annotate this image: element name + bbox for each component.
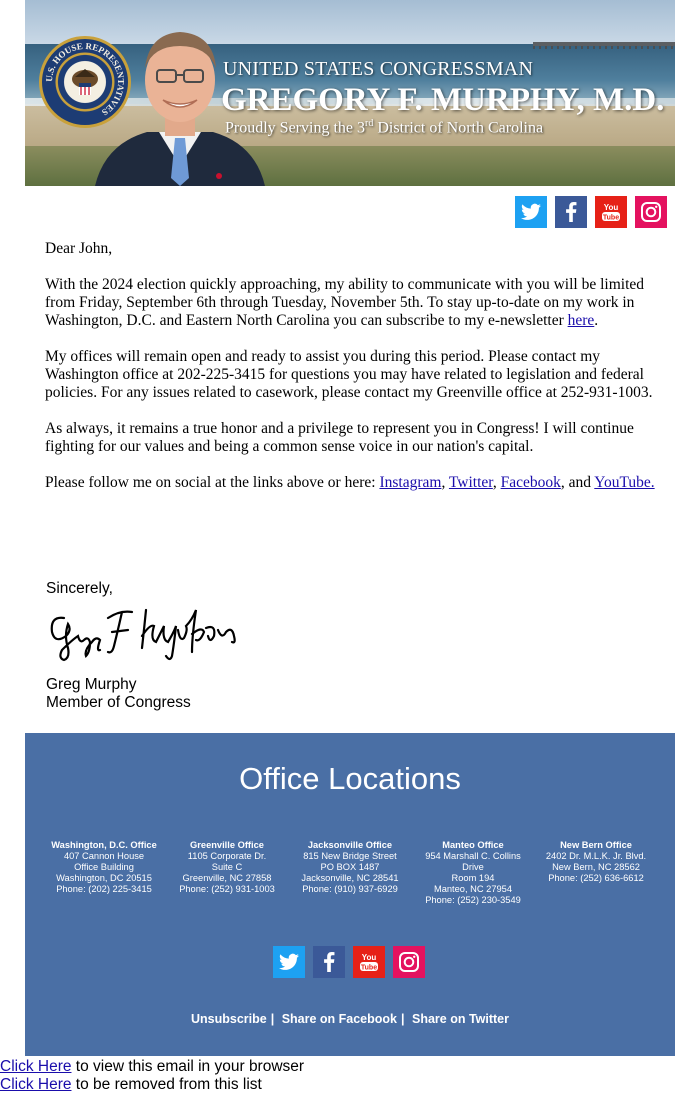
closing: Sincerely, (46, 580, 113, 597)
remove-from-list-link[interactable]: Click Here (0, 1076, 72, 1093)
office-locations-heading: Office Locations (239, 761, 461, 796)
signer-title: Member of Congress (46, 694, 191, 711)
banner-subtitle: UNITED STATES CONGRESSMAN (223, 58, 534, 80)
footer-links: Unsubscribe | Share on Facebook | Share on Twitter (190, 1012, 509, 1026)
youtube-icon[interactable] (353, 946, 385, 978)
twitter-link[interactable]: Twitter (448, 474, 493, 491)
office-jacksonville: Jacksonville Office 815 New Bridge Street PO BOX 1487 Jacksonville, NC 28541 Phone: (910) 937-6929 (301, 840, 399, 894)
facebook-icon[interactable] (555, 196, 587, 228)
newsletter-link[interactable]: here (567, 312, 595, 329)
svg-text:You: You (361, 953, 377, 962)
share-facebook-link[interactable]: Share on Facebook (281, 1012, 397, 1026)
header-banner (25, 0, 675, 186)
twitter-icon[interactable] (515, 196, 547, 228)
office-new-bern: New Bern Office 2402 Dr. M.L.K. Jr. Blvd. New Bern, NC 28562 Phone: (252) 636-6612 (545, 840, 647, 883)
view-in-browser-link[interactable]: Click Here (0, 1058, 72, 1075)
social-icons-footer (273, 946, 425, 978)
greeting: Dear John, (45, 240, 113, 257)
social-icons-top (515, 196, 667, 228)
instagram-icon[interactable] (393, 946, 425, 978)
signature-block (46, 676, 191, 712)
paragraph-honor: As always, it remains a true honor and a privilege to represent you in Congress! I will continue fighting for our values and being a common sense voice in our nation's capital. (45, 420, 634, 455)
banner-title: GREGORY F. MURPHY, M.D. (221, 82, 665, 118)
office-list (45, 840, 655, 906)
twitter-icon[interactable] (273, 946, 305, 978)
svg-text:Tube: Tube (360, 964, 378, 972)
signature (46, 596, 250, 666)
unsubscribe-link[interactable]: Unsubscribe (190, 1012, 267, 1026)
youtube-icon[interactable] (595, 196, 627, 228)
office-greenville: Greenville Office 1105 Corporate Dr. Suite C Greenville, NC 27858 Phone: (252) 931-1003 (179, 840, 275, 894)
seal-text: U.S. HOUSE REPRESENTATIVES (43, 40, 127, 118)
office-manteo: Manteo Office 954 Marshall C. Collins Drive Room 194 Manteo, NC 27954 Phone: (252) 230-3549 (425, 840, 521, 905)
instagram-icon[interactable] (635, 196, 667, 228)
paragraph-election: With the 2024 election quickly approaching, my ability to communicate with you will be limited from Friday, September 6th through Tuesday, November 5th. To stay up-to-date on my work in Washington, D.C. and Eastern North Carolina you can subscribe to my e-newsletter here. (45, 276, 645, 329)
svg-text:You: You (603, 203, 619, 212)
instagram-link[interactable]: Instagram (379, 474, 442, 491)
paragraph-social: Please follow me on social at the links above or here: Instagram, Twitter, Facebook, and YouTube. (45, 474, 655, 491)
youtube-link[interactable]: YouTube. (594, 474, 655, 491)
email-footer-links (0, 1058, 304, 1094)
share-twitter-link[interactable]: Share on Twitter (411, 1012, 509, 1026)
footer (25, 733, 675, 1056)
office-washington: Washington, D.C. Office 407 Cannon House Office Building Washington, DC 20515 Phone: (202) 225-3415 (51, 840, 157, 894)
facebook-link[interactable]: Facebook (500, 474, 561, 491)
remove-from-list-line: Click Here to be removed from this list (0, 1076, 262, 1093)
view-in-browser-line: Click Here to view this email in your browser (0, 1058, 305, 1075)
facebook-icon[interactable] (313, 946, 345, 978)
svg-text:Tube: Tube (602, 214, 620, 222)
signer-name: Greg Murphy (46, 676, 137, 693)
paragraph-offices: My offices will remain open and ready to assist you during this period. Please contact my Washington office at 202-225-3415 for questions you may have related to legislation and federal policies. For any issues related to casework, please contact my Greenville office at 252-931-1003. (45, 348, 653, 401)
letter-body (45, 240, 657, 510)
banner-tagline: Proudly Serving the 3rd District of North Carolina (225, 118, 544, 137)
